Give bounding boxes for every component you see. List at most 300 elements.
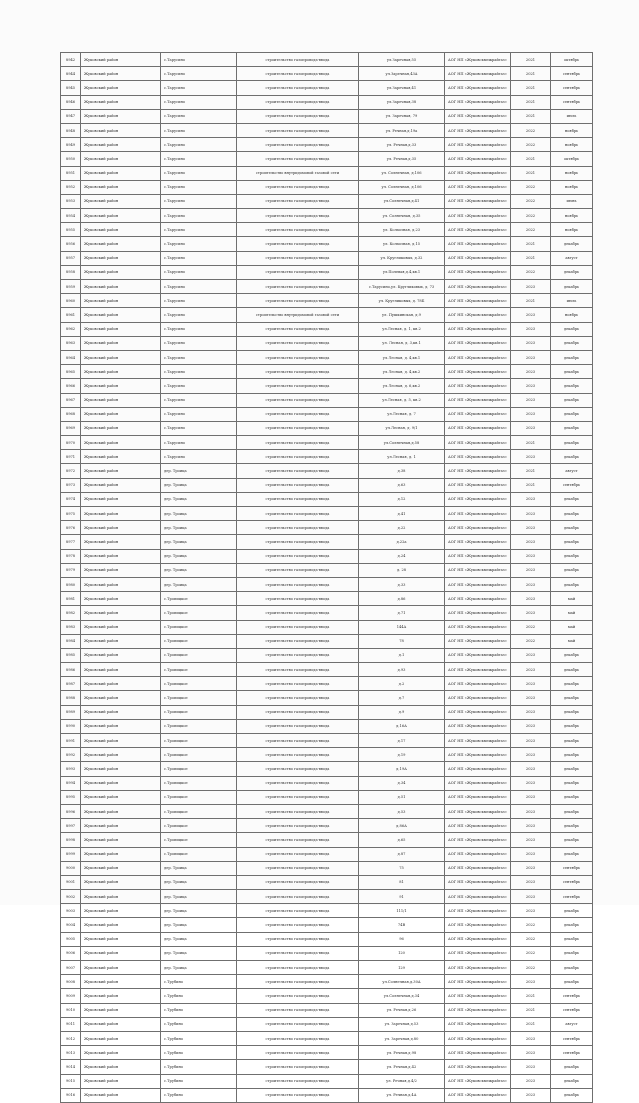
table-row [61, 81, 593, 95]
year-cell: 2023 [511, 492, 551, 506]
month-cell: декабрь [551, 819, 593, 833]
table-row [61, 804, 593, 818]
contractor-cell: АОГ НП «Жуковскмежрайгаз» [445, 776, 511, 790]
locality-name-cell: с.Тропицкое [161, 606, 237, 620]
table-row [61, 946, 593, 960]
locality-name-cell: с.Тропицкое [161, 691, 237, 705]
work-type-cell: строительство газопровода-ввода [237, 1046, 359, 1060]
work-type-cell: строительство газопровода-ввода [237, 109, 359, 123]
month-cell: декабрь [551, 677, 593, 691]
locality-name-cell: с.Трубино [161, 1060, 237, 1074]
locality-name-cell: с.Тарусино [161, 223, 237, 237]
year-cell: 2021 [511, 95, 551, 109]
district-name-cell: Жуковский район [81, 592, 161, 606]
table-row [61, 1031, 593, 1045]
month-cell: ноябрь [551, 180, 593, 194]
work-type-cell: строительство газопровода-ввода [237, 577, 359, 591]
work-type-cell: строительство газопровода-ввода [237, 776, 359, 790]
work-type-cell: строительство газопровода-ввода [237, 833, 359, 847]
locality-name-cell: с.Тропицкое [161, 776, 237, 790]
locality-name-cell: с.Тарусино [161, 379, 237, 393]
district-name-cell: Жуковский район [81, 492, 161, 506]
work-type-cell: строительство газопровода-ввода [237, 53, 359, 67]
contractor-cell: АОГ НП «Жуковскмежрайгаз» [445, 336, 511, 350]
work-type-cell: строительство газопровода-ввода [237, 819, 359, 833]
row-number-cell: 8961 [61, 308, 81, 322]
year-cell: 2023 [511, 748, 551, 762]
district-name-cell: Жуковский район [81, 393, 161, 407]
contractor-cell: АОГ НП «Жуковскмежрайгаз» [445, 691, 511, 705]
row-number-cell: 8974 [61, 492, 81, 506]
district-name-cell: Жуковский район [81, 719, 161, 733]
district-name-cell: Жуковский район [81, 1046, 161, 1060]
locality-name-cell: с.Тропицкое [161, 847, 237, 861]
district-name-cell: Жуковский район [81, 989, 161, 1003]
address-cell: д.41 [359, 507, 445, 521]
year-cell: 2021 [511, 436, 551, 450]
table-row [61, 95, 593, 109]
address-cell: ул.Солнечная,д.58 [359, 436, 445, 450]
table-row [61, 705, 593, 719]
row-number-cell: 9006 [61, 946, 81, 960]
month-cell: май [551, 620, 593, 634]
contractor-cell: АОГ НП «Жуковскмежрайгаз» [445, 81, 511, 95]
contractor-cell: АОГ НП «Жуковскмежрайгаз» [445, 535, 511, 549]
year-cell: 2022 [511, 620, 551, 634]
table-row [61, 223, 593, 237]
work-type-cell: строительство газопровода-ввода [237, 464, 359, 478]
table-row [61, 918, 593, 932]
address-cell: ул.Лесная, д. 1, кв.2 [359, 322, 445, 336]
month-cell: декабрь [551, 663, 593, 677]
row-number-cell: 8965 [61, 365, 81, 379]
month-cell: декабрь [551, 748, 593, 762]
month-cell: декабрь [551, 421, 593, 435]
address-cell: д.19 [359, 748, 445, 762]
year-cell: 2021 [511, 67, 551, 81]
row-number-cell: 8968 [61, 407, 81, 421]
month-cell: сентябрь [551, 875, 593, 889]
table-row [61, 365, 593, 379]
district-name-cell: Жуковский район [81, 223, 161, 237]
work-type-cell: строительство газопровода-ввода [237, 223, 359, 237]
year-cell: 2021 [511, 1017, 551, 1031]
year-cell: 2022 [511, 918, 551, 932]
district-name-cell: Жуковский район [81, 407, 161, 421]
table-row [61, 904, 593, 918]
table-row [61, 606, 593, 620]
month-cell: май [551, 606, 593, 620]
district-name-cell: Жуковский район [81, 606, 161, 620]
work-type-cell: строительство газопровода-ввода [237, 634, 359, 648]
contractor-cell: АОГ НП «Жуковскмежрайгаз» [445, 1046, 511, 1060]
year-cell: 2023 [511, 847, 551, 861]
locality-name-cell: дер. Троица [161, 507, 237, 521]
month-cell: ноябрь [551, 223, 593, 237]
month-cell: декабрь [551, 904, 593, 918]
row-number-cell: 8996 [61, 804, 81, 818]
table-row [61, 450, 593, 464]
row-number-cell: 8958 [61, 265, 81, 279]
month-cell: декабрь [551, 1074, 593, 1088]
table-row [61, 407, 593, 421]
contractor-cell: АОГ НП «Жуковскмежрайгаз» [445, 904, 511, 918]
table-row [61, 436, 593, 450]
contractor-cell: АОГ НП «Жуковскмежрайгаз» [445, 138, 511, 152]
contractor-cell: АОГ НП «Жуковскмежрайгаз» [445, 209, 511, 223]
district-name-cell: Жуковский район [81, 109, 161, 123]
table-row [61, 464, 593, 478]
work-type-cell: строительство газопровода-ввода [237, 507, 359, 521]
locality-name-cell: дер. Троица [161, 478, 237, 492]
address-cell: д.71 [359, 606, 445, 620]
table-row [61, 577, 593, 591]
work-type-cell: строительство газопровода-ввода [237, 67, 359, 81]
district-name-cell: Жуковский район [81, 123, 161, 137]
month-cell: сентябрь [551, 81, 593, 95]
year-cell: 2022 [511, 634, 551, 648]
year-cell: 2023 [511, 421, 551, 435]
locality-name-cell: с.Тарусино [161, 166, 237, 180]
contractor-cell: АОГ НП «Жуковскмежрайгаз» [445, 961, 511, 975]
contractor-cell: АОГ НП «Жуковскмежрайгаз» [445, 705, 511, 719]
address-cell: ул. Солнечная, д.106 [359, 180, 445, 194]
contractor-cell: АОГ НП «Жуковскмежрайгаз» [445, 677, 511, 691]
contractor-cell: АОГ НП «Жуковскмежрайгаз» [445, 606, 511, 620]
contractor-cell: АОГ НП «Жуковскмежрайгаз» [445, 620, 511, 634]
table-row [61, 308, 593, 322]
address-cell: ул. Речная,д.19а [359, 123, 445, 137]
contractor-cell: АОГ НП «Жуковскмежрайгаз» [445, 918, 511, 932]
row-number-cell: 8973 [61, 478, 81, 492]
district-name-cell: Жуковский район [81, 152, 161, 166]
month-cell: сентябрь [551, 67, 593, 81]
address-cell: ул.Лесная, д. 4,кв.2 [359, 365, 445, 379]
table-row [61, 648, 593, 662]
table-row [61, 322, 593, 336]
work-type-cell: строительство газопровода-ввода [237, 890, 359, 904]
address-cell: ул. Речная,д.33 [359, 138, 445, 152]
month-cell: декабрь [551, 833, 593, 847]
district-name-cell: Жуковский район [81, 875, 161, 889]
table-row [61, 180, 593, 194]
year-cell: 2021 [511, 294, 551, 308]
district-name-cell: Жуковский район [81, 634, 161, 648]
work-type-cell: строительство газопровода-ввода [237, 989, 359, 1003]
month-cell: декабрь [551, 507, 593, 521]
table-row [61, 421, 593, 435]
row-number-cell: 8986 [61, 663, 81, 677]
year-cell: 2023 [511, 1088, 551, 1102]
address-cell: ул. Лесная, д. 3,кв.1 [359, 336, 445, 350]
year-cell: 2022 [511, 961, 551, 975]
row-number-cell: 8948 [61, 123, 81, 137]
address-cell: ул. Заречная,д.80 [359, 1031, 445, 1045]
row-number-cell: 8975 [61, 507, 81, 521]
month-cell: декабрь [551, 975, 593, 989]
locality-name-cell: с.Трубино [161, 975, 237, 989]
district-name-cell: Жуковский район [81, 577, 161, 591]
year-cell: 2021 [511, 989, 551, 1003]
address-cell: ул.Солнечная,д.30А [359, 975, 445, 989]
locality-name-cell: дер. Троица [161, 563, 237, 577]
contractor-cell: АОГ НП «Жуковскмежрайгаз» [445, 421, 511, 435]
address-cell: ул. Речная,д.26 [359, 1003, 445, 1017]
month-cell: ноябрь [551, 138, 593, 152]
locality-name-cell: дер. Троица [161, 535, 237, 549]
year-cell: 2023 [511, 875, 551, 889]
district-name-cell: Жуковский район [81, 549, 161, 563]
table-row [61, 819, 593, 833]
locality-name-cell: с.Тропицкое [161, 620, 237, 634]
locality-name-cell: с.Трубино [161, 989, 237, 1003]
month-cell: декабрь [551, 847, 593, 861]
contractor-cell: АОГ НП «Жуковскмежрайгаз» [445, 719, 511, 733]
address-cell: 81 [359, 875, 445, 889]
year-cell: 2023 [511, 734, 551, 748]
year-cell: 2023 [511, 1031, 551, 1045]
table-row [61, 379, 593, 393]
district-name-cell: Жуковский район [81, 138, 161, 152]
table-row [61, 620, 593, 634]
table-row [61, 663, 593, 677]
month-cell: декабрь [551, 648, 593, 662]
row-number-cell: 8962 [61, 322, 81, 336]
year-cell: 2023 [511, 336, 551, 350]
address-cell: ул. Солнечная, д.35 [359, 209, 445, 223]
locality-name-cell: дер. Троица [161, 875, 237, 889]
address-cell: с.Тарусино,ул. Кругликовых, д. 73 [359, 280, 445, 294]
month-cell: ноябрь [551, 166, 593, 180]
work-type-cell: строительство газопровода-ввода [237, 1060, 359, 1074]
table-row [61, 563, 593, 577]
year-cell: 2021 [511, 1003, 551, 1017]
locality-name-cell: с.Тарусино [161, 251, 237, 265]
work-type-cell: строительство газопровода-ввода [237, 804, 359, 818]
row-number-cell: 8993 [61, 762, 81, 776]
district-name-cell: Жуковский район [81, 209, 161, 223]
work-type-cell: строительство внутридомовой газовой сети [237, 308, 359, 322]
address-cell: ул. Заречная, 79 [359, 109, 445, 123]
row-number-cell: 8967 [61, 393, 81, 407]
year-cell: 2022 [511, 123, 551, 137]
row-number-cell: 8950 [61, 152, 81, 166]
contractor-cell: АОГ НП «Жуковскмежрайгаз» [445, 223, 511, 237]
contractor-cell: АОГ НП «Жуковскмежрайгаз» [445, 507, 511, 521]
locality-name-cell: с.Тарусино [161, 407, 237, 421]
row-number-cell: 8984 [61, 634, 81, 648]
contractor-cell: АОГ НП «Жуковскмежрайгаз» [445, 663, 511, 677]
year-cell: 2023 [511, 350, 551, 364]
month-cell: июль [551, 294, 593, 308]
contractor-cell: АОГ НП «Жуковскмежрайгаз» [445, 180, 511, 194]
work-type-cell: строительство газопровода-ввода [237, 350, 359, 364]
work-type-cell: строительство газопровода-ввода [237, 209, 359, 223]
row-number-cell: 9009 [61, 989, 81, 1003]
work-type-cell: строительство газопровода-ввода [237, 521, 359, 535]
work-type-cell: строительство газопровода-ввода [237, 762, 359, 776]
row-number-cell: 8971 [61, 450, 81, 464]
district-name-cell: Жуковский район [81, 1074, 161, 1088]
district-name-cell: Жуковский район [81, 379, 161, 393]
address-cell: д.24 [359, 549, 445, 563]
year-cell: 2023 [511, 833, 551, 847]
work-type-cell: строительство газопровода-ввода [237, 861, 359, 875]
year-cell: 2022 [511, 194, 551, 208]
district-name-cell: Жуковский район [81, 251, 161, 265]
month-cell: декабрь [551, 549, 593, 563]
locality-name-cell: с.Тарусино [161, 393, 237, 407]
address-cell: ул.Заречная,43А [359, 67, 445, 81]
address-cell: ул.Солнечная,д.34 [359, 989, 445, 1003]
month-cell: сентябрь [551, 478, 593, 492]
district-name-cell: Жуковский район [81, 478, 161, 492]
work-type-cell: строительство газопровода-ввода [237, 180, 359, 194]
district-name-cell: Жуковский район [81, 734, 161, 748]
row-number-cell: 8985 [61, 648, 81, 662]
month-cell: декабрь [551, 776, 593, 790]
district-name-cell: Жуковский район [81, 691, 161, 705]
contractor-cell: АОГ НП «Жуковскмежрайгаз» [445, 393, 511, 407]
locality-name-cell: с.Тарусино [161, 152, 237, 166]
year-cell: 2023 [511, 762, 551, 776]
row-number-cell: 9008 [61, 975, 81, 989]
address-cell: д.22 [359, 521, 445, 535]
address-cell: ул.Лесная, д. 7 [359, 407, 445, 421]
district-name-cell: Жуковский район [81, 464, 161, 478]
contractor-cell: АОГ НП «Жуковскмежрайгаз» [445, 1060, 511, 1074]
month-cell: декабрь [551, 946, 593, 960]
address-cell: д.53 [359, 804, 445, 818]
address-cell: 91 [359, 890, 445, 904]
month-cell: сентябрь [551, 861, 593, 875]
district-name-cell: Жуковский район [81, 67, 161, 81]
address-cell: 74В [359, 918, 445, 932]
year-cell: 2023 [511, 577, 551, 591]
contractor-cell: АОГ НП «Жуковскмежрайгаз» [445, 890, 511, 904]
locality-name-cell: с.Тропицкое [161, 790, 237, 804]
locality-name-cell: дер. Троица [161, 946, 237, 960]
row-number-cell: 8969 [61, 421, 81, 435]
address-cell: д.86 [359, 592, 445, 606]
month-cell: сентябрь [551, 890, 593, 904]
address-cell: д.22а [359, 535, 445, 549]
address-cell: ул. Речная,д.98 [359, 1046, 445, 1060]
work-type-cell: строительство газопровода-ввода [237, 1088, 359, 1102]
locality-name-cell: с.Тропицкое [161, 719, 237, 733]
district-name-cell: Жуковский район [81, 95, 161, 109]
row-number-cell: 8947 [61, 109, 81, 123]
contractor-cell: АОГ НП «Жуковскмежрайгаз» [445, 563, 511, 577]
work-type-cell: строительство газопровода-ввода [237, 563, 359, 577]
address-cell: ул.Заречная,38 [359, 95, 445, 109]
locality-name-cell: с.Тарусино [161, 265, 237, 279]
district-name-cell: Жуковский район [81, 918, 161, 932]
table-row [61, 478, 593, 492]
contractor-cell: АОГ НП «Жуковскмежрайгаз» [445, 350, 511, 364]
district-name-cell: Жуковский район [81, 365, 161, 379]
row-number-cell: 8988 [61, 691, 81, 705]
contractor-cell: АОГ НП «Жуковскмежрайгаз» [445, 975, 511, 989]
work-type-cell: строительство газопровода-ввода [237, 705, 359, 719]
address-cell: ул.Лесная, д. 1 [359, 450, 445, 464]
address-cell: д.63 [359, 478, 445, 492]
address-cell: д.1 [359, 648, 445, 662]
address-cell: ул.Лесная, д. 4,кв.1 [359, 350, 445, 364]
contractor-cell: АОГ НП «Жуковскмежрайгаз» [445, 478, 511, 492]
table-row [61, 790, 593, 804]
year-cell: 2021 [511, 478, 551, 492]
row-number-cell: 9011 [61, 1017, 81, 1031]
district-name-cell: Жуковский район [81, 705, 161, 719]
address-cell: ул.Солнечная,д.41 [359, 194, 445, 208]
row-number-cell: 8959 [61, 280, 81, 294]
locality-name-cell: с.Трубино [161, 1017, 237, 1031]
month-cell: август [551, 1017, 593, 1031]
contractor-cell: АОГ НП «Жуковскмежрайгаз» [445, 194, 511, 208]
row-number-cell: 8966 [61, 379, 81, 393]
district-name-cell: Жуковский район [81, 450, 161, 464]
address-cell: 75 [359, 861, 445, 875]
year-cell: 2023 [511, 663, 551, 677]
row-number-cell: 8987 [61, 677, 81, 691]
address-cell: ул.Заречная,55 [359, 53, 445, 67]
row-number-cell: 8944 [61, 67, 81, 81]
contractor-cell: АОГ НП «Жуковскмежрайгаз» [445, 804, 511, 818]
table-row [61, 748, 593, 762]
row-number-cell: 8964 [61, 350, 81, 364]
work-type-cell: строительство газопровода-ввода [237, 251, 359, 265]
register-table [60, 52, 593, 1103]
row-number-cell: 8981 [61, 592, 81, 606]
year-cell: 2023 [511, 379, 551, 393]
row-number-cell: 9003 [61, 904, 81, 918]
year-cell: 2023 [511, 790, 551, 804]
table-row [61, 847, 593, 861]
work-type-cell: строительство газопровода-ввода [237, 123, 359, 137]
row-number-cell: 8957 [61, 251, 81, 265]
work-type-cell: строительство газопровода-ввода [237, 847, 359, 861]
locality-name-cell: дер. Троица [161, 549, 237, 563]
month-cell: декабрь [551, 790, 593, 804]
table-row [61, 691, 593, 705]
table-row [61, 1088, 593, 1102]
address-cell: д.93 [359, 663, 445, 677]
address-cell: ул. Солнечная, д.106 [359, 166, 445, 180]
address-cell: д.34 [359, 776, 445, 790]
row-number-cell: 8982 [61, 606, 81, 620]
district-name-cell: Жуковский район [81, 507, 161, 521]
table-row [61, 265, 593, 279]
locality-name-cell: дер. Троица [161, 890, 237, 904]
month-cell: декабрь [551, 407, 593, 421]
locality-name-cell: с.Тарусино [161, 81, 237, 95]
address-cell: 144А [359, 620, 445, 634]
row-number-cell: 8983 [61, 620, 81, 634]
row-number-cell: 9002 [61, 890, 81, 904]
district-name-cell: Жуковский район [81, 280, 161, 294]
year-cell: 2023 [511, 549, 551, 563]
work-type-cell: строительство газопровода-ввода [237, 280, 359, 294]
work-type-cell: строительство газопровода-ввода [237, 336, 359, 350]
year-cell: 2023 [511, 819, 551, 833]
month-cell: август [551, 251, 593, 265]
row-number-cell: 8979 [61, 563, 81, 577]
row-number-cell: 8956 [61, 237, 81, 251]
month-cell: декабрь [551, 265, 593, 279]
address-cell: д.86А [359, 819, 445, 833]
table-row [61, 719, 593, 733]
